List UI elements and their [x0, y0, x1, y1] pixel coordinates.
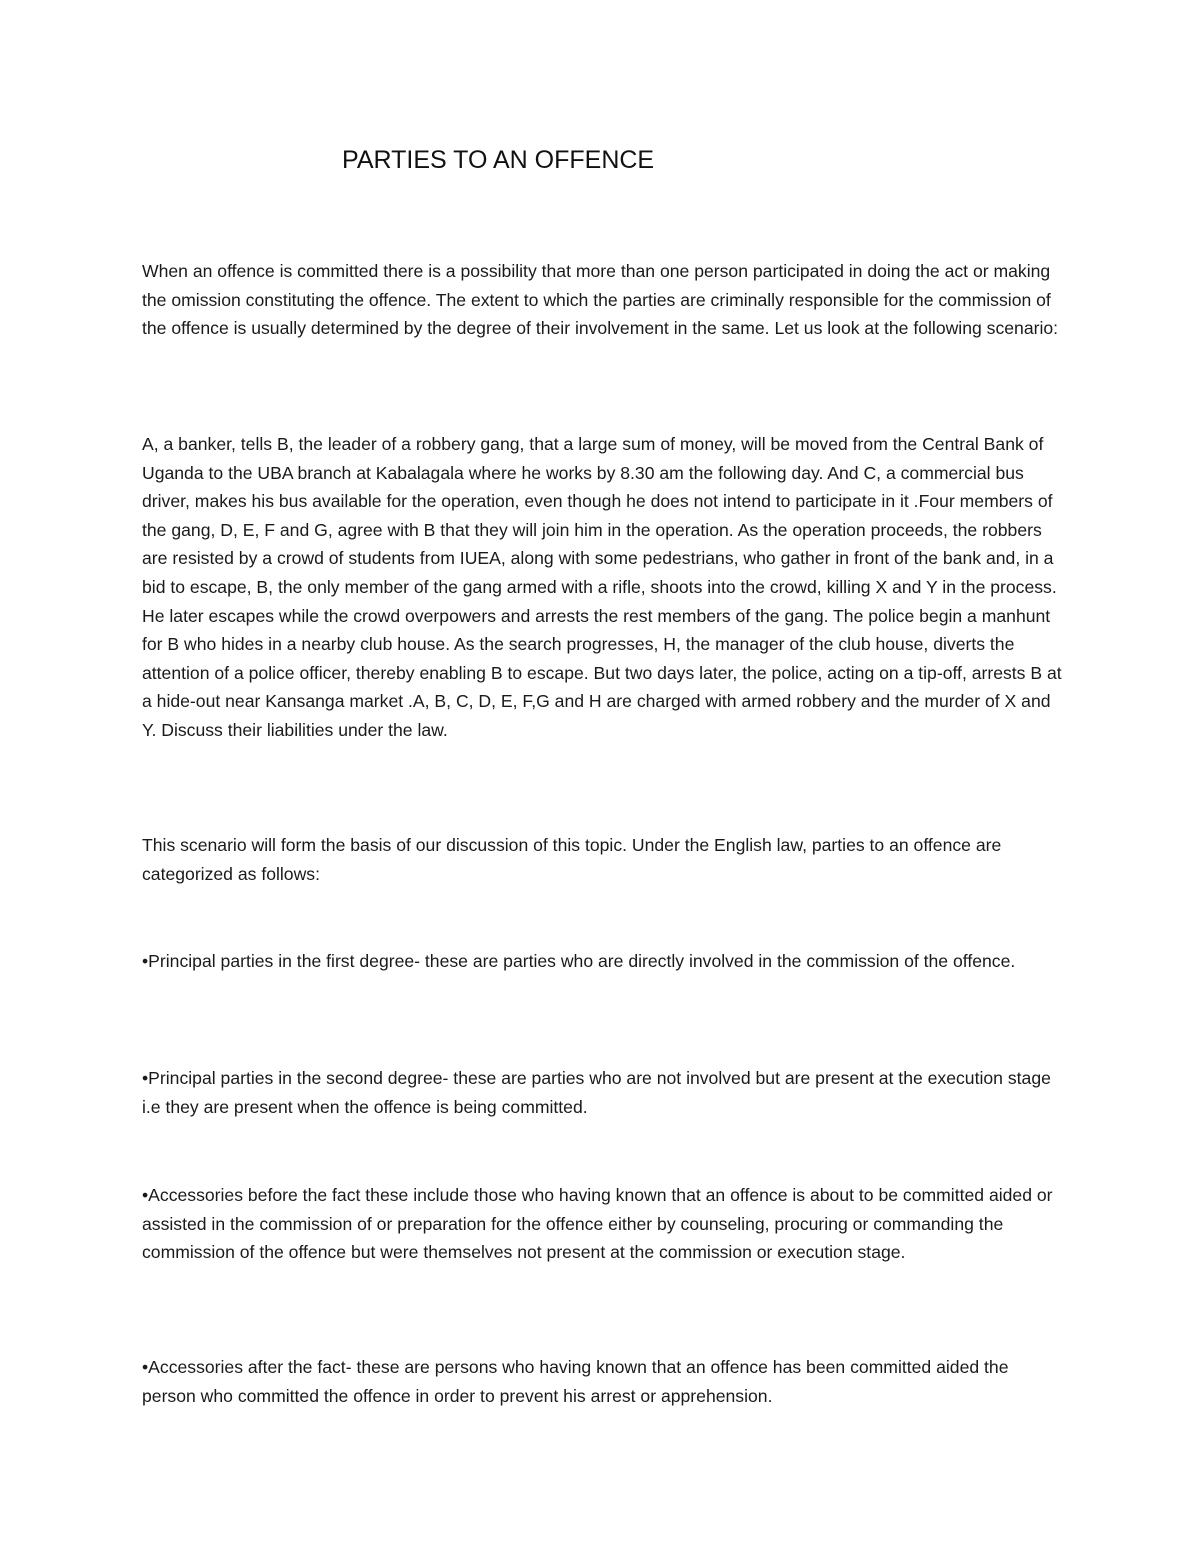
basis-paragraph: This scenario will form the basis of our discussion of this topic. Under the English law, parties to an offence are categorized as follows: — [142, 835, 1002, 884]
category-text: Accessories after the fact- these are persons who having known that an offence has been committed aided the person who committed the offence in order to prevent his arrest or apprehension. — [142, 1357, 1009, 1406]
intro-paragraph: When an offence is committed there is a possibility that more than one person participated in doing the act or making the omission constituting the offence. The extent to which the parties are criminally responsible for the commission of the offence is usually determined by the degree of their involvement in the same. Let us look at the following scenario: — [142, 261, 1059, 339]
document-title: PARTIES TO AN OFFENCE — [342, 146, 655, 174]
bullet-icon: • — [142, 1357, 149, 1377]
scenario-paragraph: A, a banker, tells B, the leader of a robbery gang, that a large sum of money, will be moved from the Central Bank of Uganda to the UBA branch at Kabalagala where he works by 8.30 am the following day. And C, a commercial bus driver, makes his bus available for the operation, even though he does not intend to participate in it .Four members of the gang, D, E, F and G, agree with B that they will join him in the operation. As the operation proceeds, the robbers are resisted by a crowd of students from IUEA, along with some pedestrians, who gather in front of the bank and, in a bid to escape, B, the only member of the gang armed with a rifle, shoots into the crowd, killing X and Y in the process. He later escapes while the crowd overpowers and arrests the rest members of the gang. The police begin a manhunt for B who hides in a nearby club house. As the search progresses, H, the manager of the club house, diverts the attention of a police officer, thereby enabling B to escape. But two days later, the police, acting on a tip-off, arrests B at a hide-out near Kansanga market .A, B, C, D, E, F,G and H are charged with armed robbery and the murder of X and Y. Discuss their liabilities under the law. — [142, 434, 1062, 740]
category-item — [142, 1353, 1062, 1410]
bullet-icon: • — [142, 1068, 149, 1088]
category-text: Accessories before the fact these include those who having known that an offence is about to be committed aided or assisted in the commission of or preparation for the offence either by counseling, procuring or commanding the commission of the offence but were themselves not present at the commission or execution stage. — [142, 1185, 1053, 1263]
category-text: Principal parties in the first degree- these are parties who are directly involved in the commission of the offence. — [148, 951, 1016, 971]
category-item — [142, 1181, 1062, 1267]
category-text: Principal parties in the second degree- these are parties who are not involved but are present at the execution stage i.e they are present when the offence is being committed. — [142, 1068, 1051, 1117]
category-item — [142, 947, 1062, 976]
bullet-icon: • — [142, 951, 149, 971]
category-item — [142, 1064, 1062, 1121]
bullet-icon: • — [142, 1185, 149, 1205]
